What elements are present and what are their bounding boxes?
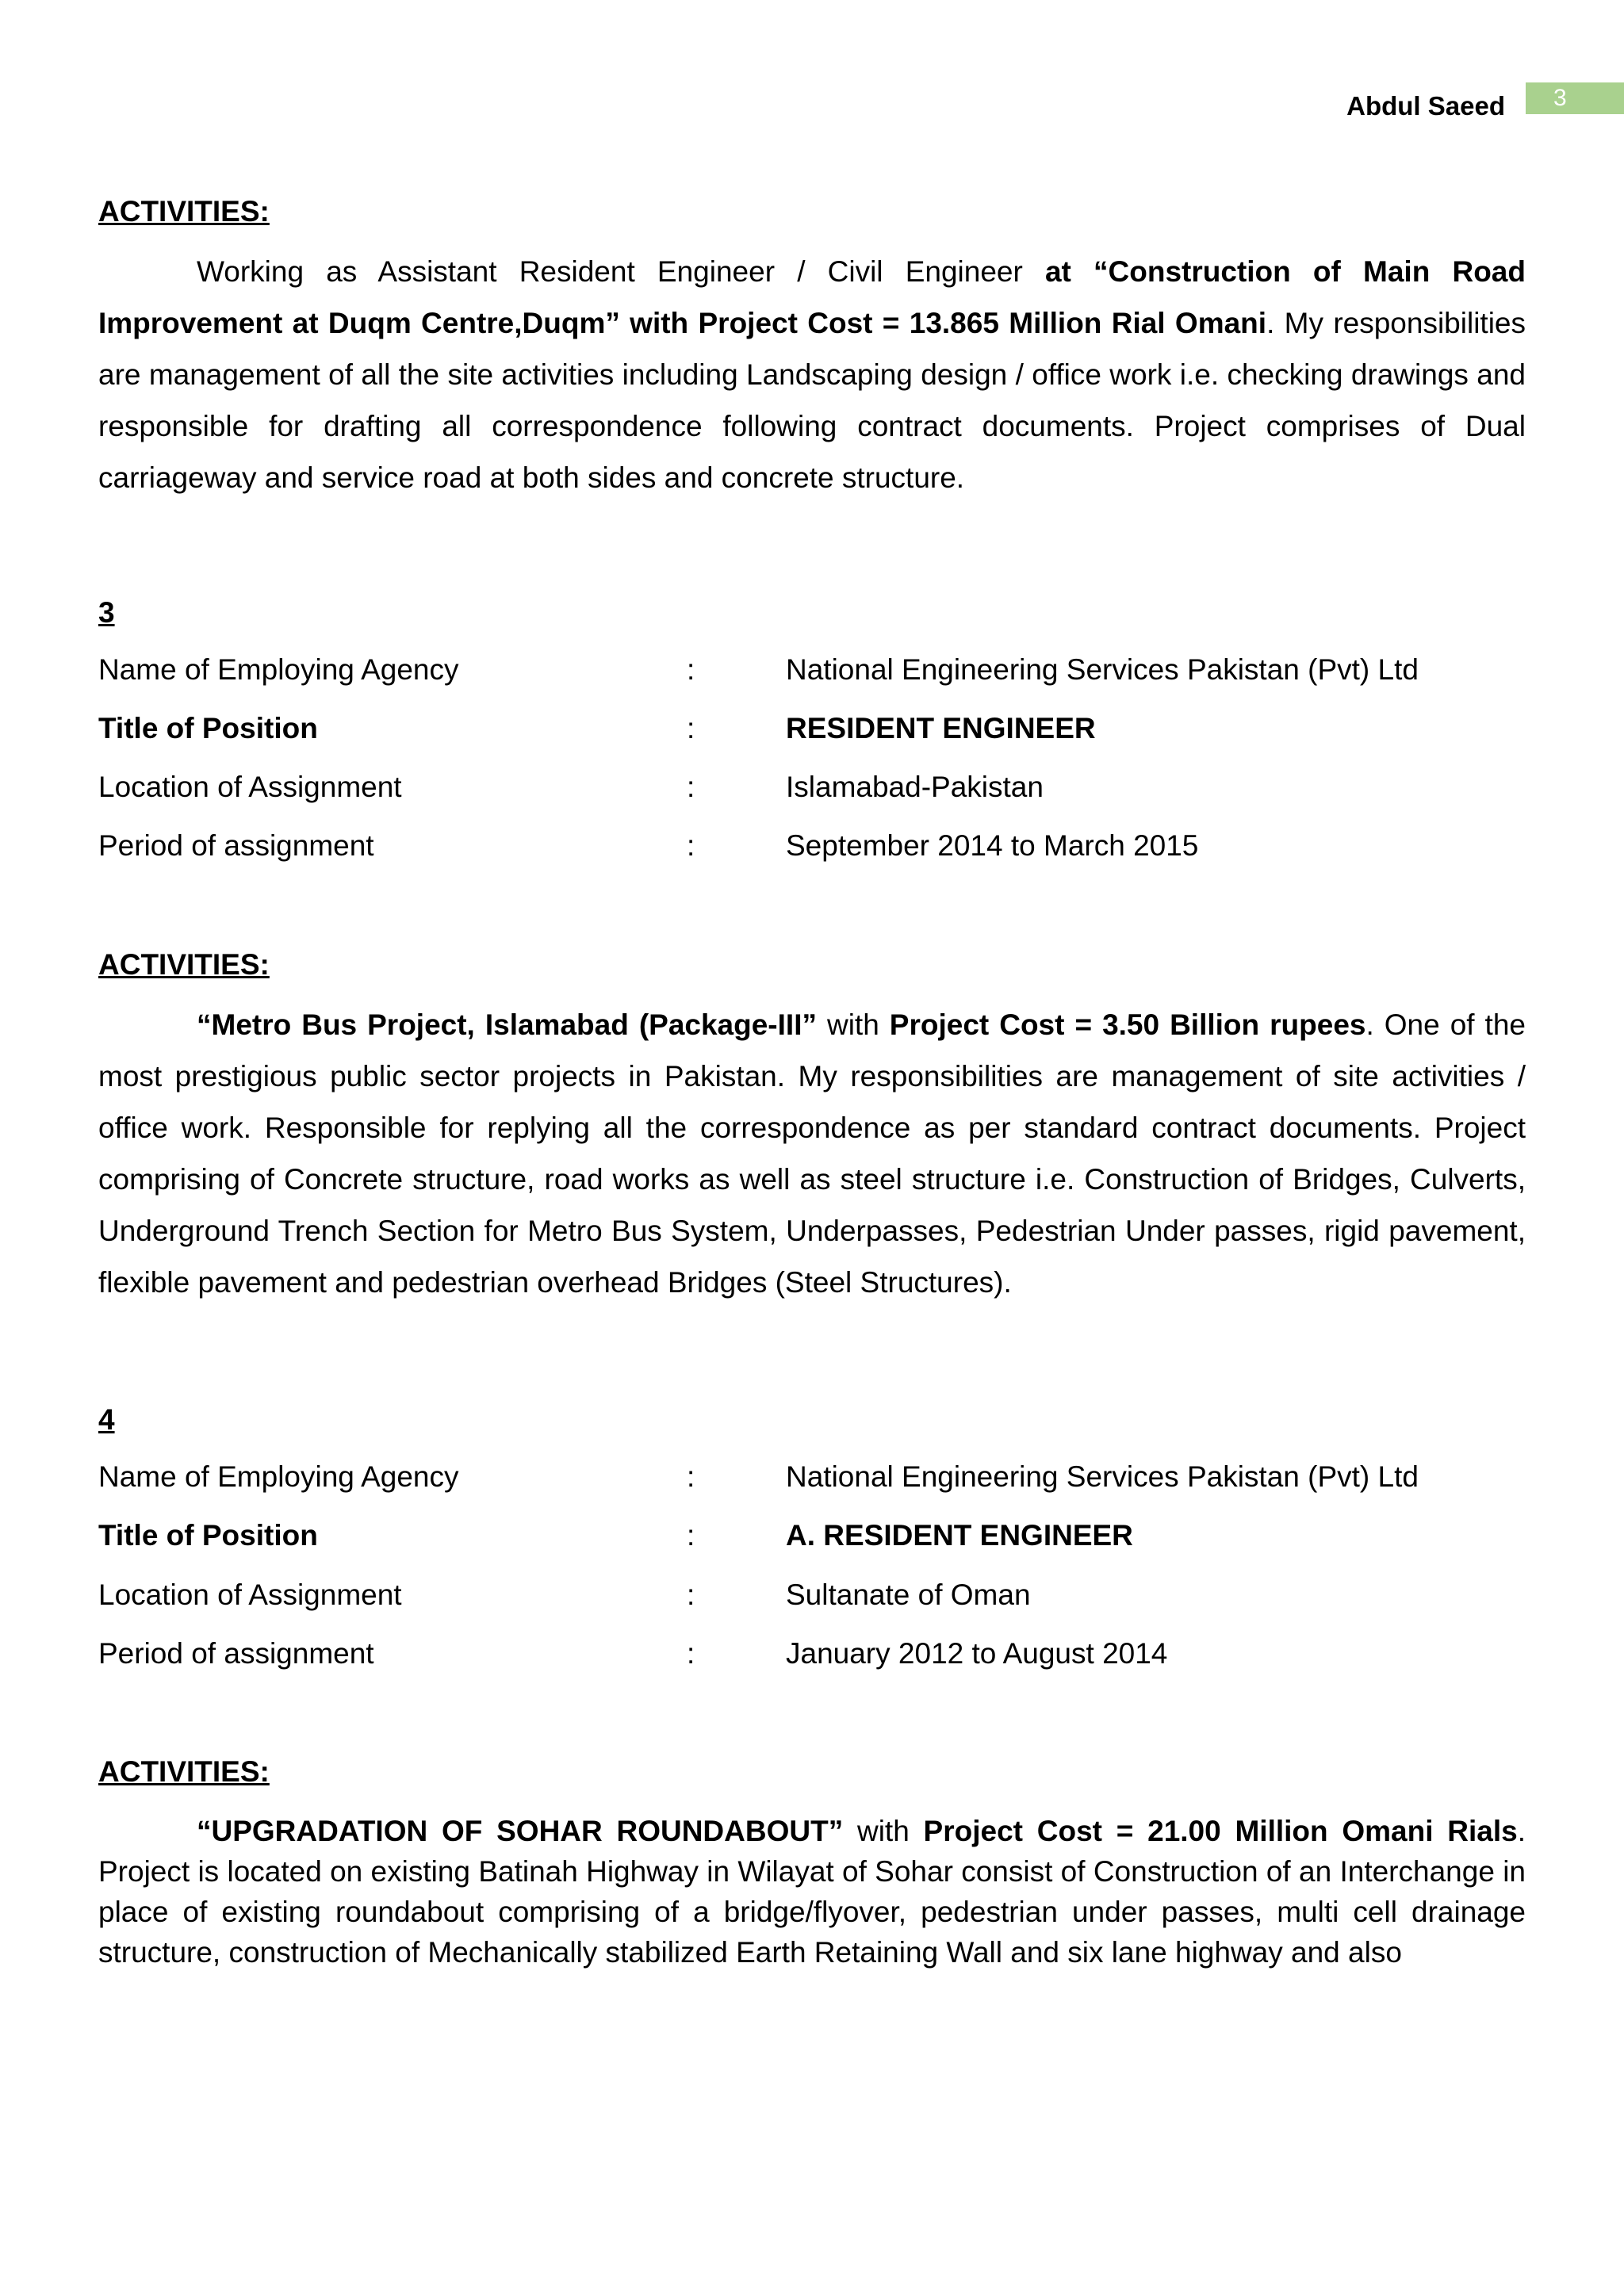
- row-value: A. RESIDENT ENGINEER: [786, 1519, 1133, 1552]
- para-rest: . One of the most prestigious public sector projects in Pakistan. My responsibilities are management of site activities / office work. Responsible for replying all the correspondence as per standard contract documents. Project comprising of Concrete structure, road works as well as steel structure i.e. Construction of Bridges, Culverts, Underground Trench Section for Metro Bus System, Underpasses, Pedestrian Under passes, rigid pavement, flexible pavement and pedestrian overhead Bridges (Steel Structures).: [98, 1008, 1526, 1299]
- page-number-badge: 3: [1526, 82, 1624, 114]
- row-label: Period of assignment: [98, 1637, 374, 1670]
- section-number-3: 3: [98, 596, 115, 629]
- row-label: Location of Assignment: [98, 771, 402, 803]
- activities-paragraph-prev: [98, 246, 1526, 503]
- section-number-4: 4: [98, 1403, 115, 1436]
- section4-row-location: [98, 1578, 1526, 1618]
- section3-row-position: [98, 712, 1526, 752]
- para-bold: “Metro Bus Project, Islamabad (Package-III”: [197, 1008, 817, 1041]
- row-label: Location of Assignment: [98, 1578, 402, 1611]
- para-bold-cost: Project Cost = 21.00 Million Omani Rials: [923, 1815, 1518, 1847]
- row-label: Title of Position: [98, 1519, 318, 1552]
- activities-heading-3: ACTIVITIES:: [98, 948, 270, 981]
- activities-paragraph-4: [98, 1811, 1526, 1973]
- row-label: Title of Position: [98, 712, 318, 744]
- para-bold-cost: Project Cost = 3.50 Billion rupees: [889, 1008, 1366, 1041]
- para-intro: Working as Assistant Resident Engineer / Civil Engineer: [197, 255, 1045, 288]
- row-value: National Engineering Services Pakistan (Pvt) Ltd: [786, 653, 1419, 686]
- section3-row-location: [98, 771, 1526, 810]
- row-value: September 2014 to March 2015: [786, 829, 1199, 862]
- para-bold: “UPGRADATION OF SOHAR ROUNDABOUT”: [197, 1815, 844, 1847]
- activities-heading-4: ACTIVITIES:: [98, 1755, 270, 1788]
- row-colon: :: [687, 1637, 695, 1670]
- row-colon: :: [687, 771, 695, 803]
- section4-row-period: [98, 1637, 1526, 1677]
- section3-row-period: [98, 829, 1526, 869]
- row-label: Period of assignment: [98, 829, 374, 862]
- page-header: [1346, 81, 1624, 121]
- row-colon: :: [687, 1519, 695, 1552]
- row-label: Name of Employing Agency: [98, 653, 459, 686]
- row-colon: :: [687, 1460, 695, 1493]
- activities-paragraph-3: [98, 999, 1526, 1308]
- row-colon: :: [687, 712, 695, 744]
- row-colon: :: [687, 829, 695, 862]
- row-value: National Engineering Services Pakistan (Pvt) Ltd: [786, 1460, 1419, 1493]
- row-value: Islamabad-Pakistan: [786, 771, 1044, 803]
- row-colon: :: [687, 1578, 695, 1611]
- para-bold: at “Construction of Main Road Improvement at Duqm Centre,Duqm” with Project Cost = 13.865 Million Rial Omani: [98, 255, 1526, 339]
- row-value: RESIDENT ENGINEER: [786, 712, 1096, 744]
- section3-row-agency: [98, 653, 1526, 693]
- section4-row-position: [98, 1519, 1526, 1559]
- author-name: Abdul Saeed: [1346, 91, 1505, 121]
- row-value: January 2012 to August 2014: [786, 1637, 1168, 1670]
- row-label: Name of Employing Agency: [98, 1460, 459, 1493]
- section4-row-agency: [98, 1460, 1526, 1500]
- para-with: with: [816, 1008, 890, 1041]
- para-rest: . My responsibilities are management of all the site activities including Landscaping design / office work i.e. checking drawings and responsible for drafting all correspondence following contract documents. Project comprises of Dual carriageway and service road at both sides and concrete structure.: [98, 307, 1526, 494]
- row-value: Sultanate of Oman: [786, 1578, 1031, 1611]
- para-with: with: [843, 1815, 924, 1847]
- row-colon: :: [687, 653, 695, 686]
- activities-heading-prev: ACTIVITIES:: [98, 195, 270, 228]
- para-rest: . Project is located on existing Batinah Highway in Wilayat of Sohar consist of Construction of an Interchange in place of existing roundabout comprising of a bridge/flyover, pedestrian under passes, multi cell drainage structure, construction of Mechanically stabilized Earth Retaining Wall and six lane highway and also: [98, 1815, 1526, 1969]
